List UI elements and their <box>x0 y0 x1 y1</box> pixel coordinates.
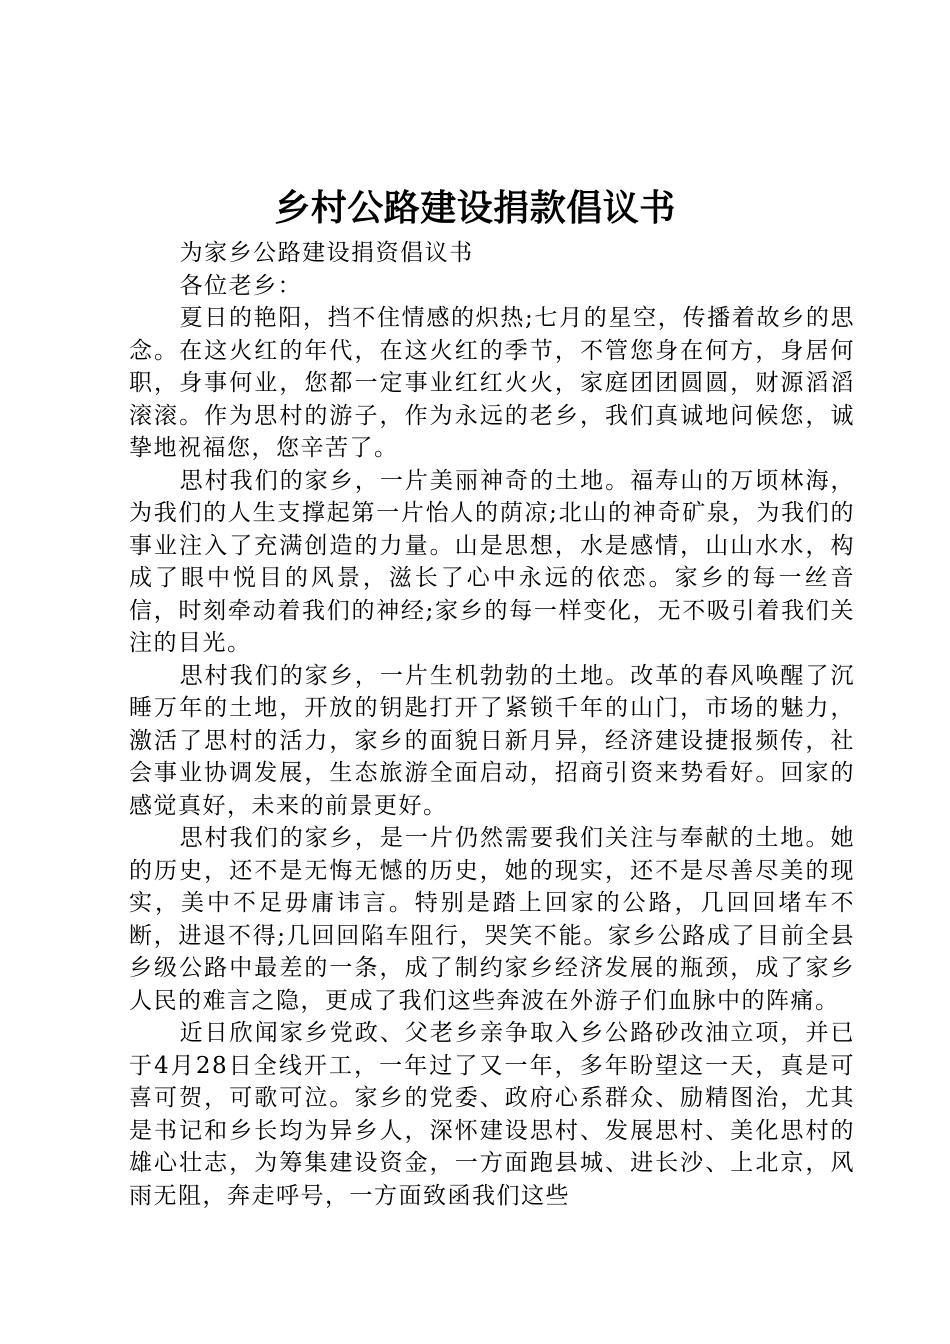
salutation: 各位老乡： <box>179 272 303 299</box>
body-paragraph: 夏日的艳阳，挡不住情感的炽热;七月的星空，传播着故乡的思念。在这火红的年代，在这火红的季节，不管您身在何方，身居何职，身事何业，您都一定事业红红火火，家庭团团圆圆，财源滔滔滚滚。作为思村的游子，作为永远的老乡，我们真诚地问候您，诚挚地祝福您，您辛苦了。 <box>129 305 855 461</box>
document-title: 乡村公路建设捐款倡议书 <box>274 188 676 229</box>
document-body <box>129 237 855 1212</box>
body-paragraph: 近日欣闻家乡党政、父老乡亲争取入乡公路砂改油立项，并已于4月28日全线开工，一年过了又一年，多年盼望这一天，真是可喜可贺，可歌可泣。家乡的党委、政府心系群众、励精图治，尤其是书记和乡长均为异乡人，深怀建设思村、发展思村、美化思村的雄心壮志，为筹集建设资金，一方面跑县城、进长沙、上北京，风雨无阻，奔走呼号，一方面致函我们这些 <box>129 1020 855 1209</box>
body-paragraph: 思村我们的家乡，一片生机勃勃的土地。改革的春风唤醒了沉睡万年的土地，开放的钥匙打开了紧锁千年的山门，市场的魅力，激活了思村的活力，家乡的面貌日新月异，经济建设捷报频传，社会事业协调发展，生态旅游全面启动，招商引资来势看好。回家的感觉真好，未来的前景更好。 <box>129 662 855 819</box>
body-paragraph: 思村我们的家乡，一片美丽神奇的土地。福寿山的万顷林海，为我们的人生支撑起第一片怡人的荫凉;北山的神奇矿泉，为我们的事业注入了充满创造的力量。山是思想，水是感情，山山水水，构成了眼中悦目的风景，滋长了心中永远的依恋。家乡的每一丝音信，时刻牵动着我们的神经;家乡的每一样变化，无不吸引着我们关注的目光。 <box>129 467 855 656</box>
subtitle-line: 为家乡公路建设捐资倡议书 <box>179 240 474 266</box>
body-paragraph: 思村我们的家乡，是一片仍然需要我们关注与奉献的土地。她的历史，还不是无悔无憾的历史，她的现实，还不是尽善尽美的现实，美中不足毋庸讳言。特别是踏上回家的公路，几回回堵车不断，进退不得;几回回陷车阻行，哭笑不能。家乡公路成了目前全县乡级公路中最差的一条，成了制约家乡经济发展的瓶颈，成了家乡人民的难言之隐，更成了我们这些奔波在外游子们血脉中的阵痛。 <box>129 825 855 1014</box>
